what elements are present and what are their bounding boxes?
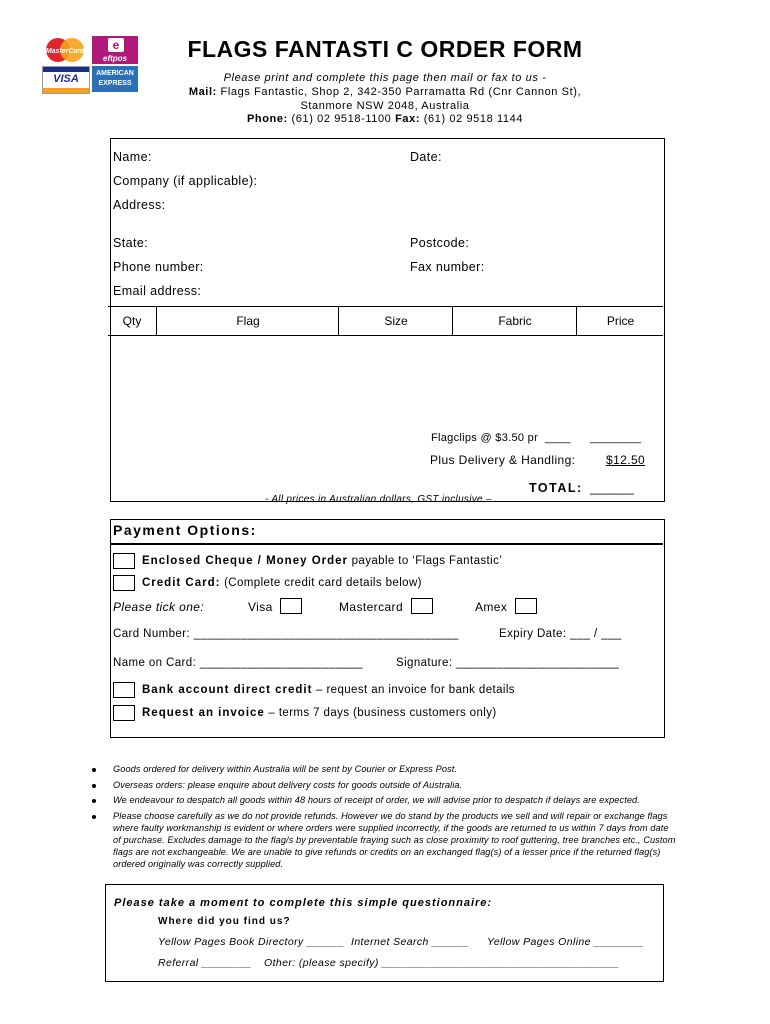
flagclips-label: Flagclips @ $3.50 pr [431, 432, 539, 444]
visa-checkbox[interactable] [280, 598, 302, 614]
expiry-date-field[interactable]: Expiry Date: ___ / ___ [499, 628, 622, 640]
card-number-field[interactable]: Card Number: _______________________________________ [113, 628, 459, 640]
delivery-label: Plus Delivery & Handling: [430, 453, 576, 467]
fax-field[interactable]: Fax number: [410, 260, 485, 274]
col-flag: Flag [156, 307, 339, 335]
name-field[interactable]: Name: [113, 150, 152, 164]
state-field[interactable]: State: [113, 236, 149, 250]
address-field[interactable]: Address: [113, 198, 166, 212]
amex-logo-line2: EXPRESS [98, 80, 132, 87]
mastercard-checkbox[interactable] [411, 598, 433, 614]
mastercard-logo-text: MasterCard [45, 48, 85, 55]
company-field[interactable]: Company (if applicable): [113, 174, 258, 188]
mail-line-2: Stanmore NSW 2048, Australia [300, 100, 470, 112]
option-referral[interactable]: Referral ________ [158, 957, 252, 969]
option-internet-search[interactable]: Internet Search ______ [351, 936, 470, 948]
payment-header [110, 519, 663, 545]
invoice-option: Request an invoice – terms 7 days (business customers only) [142, 707, 497, 719]
note-item: Overseas orders: please enquire about delivery costs for goods outside of Australia. [113, 780, 463, 790]
mastercard-label: Mastercard [339, 600, 404, 614]
visa-label: Visa [248, 600, 273, 614]
gst-note: - All prices in Australian dollars, GST inclusive – [265, 494, 492, 505]
amex-label: Amex [475, 600, 508, 614]
tick-one-label: Please tick one: [113, 600, 205, 614]
credit-card-option: Credit Card: (Complete credit card details below) [142, 577, 422, 589]
visa-logo-text: VISA [53, 73, 79, 85]
col-qty: Qty [122, 314, 142, 328]
postcode-field[interactable]: Postcode: [410, 236, 470, 250]
name-on-card-field[interactable]: Name on Card: ________________________ [113, 657, 363, 669]
bank-credit-checkbox[interactable] [113, 682, 135, 698]
svg-text:e: e [112, 38, 120, 52]
eftpos-logo-text: eftpos [103, 54, 127, 63]
total-label: TOTAL: [529, 481, 583, 495]
instruction-text: Please print and complete this page then mail or fax to us - [223, 72, 547, 84]
bullet-icon [92, 784, 96, 788]
payment-heading: Payment Options: [113, 522, 257, 538]
cheque-checkbox[interactable] [113, 553, 135, 569]
amex-logo-line1: AMERICAN [96, 70, 134, 77]
bank-credit-option: Bank account direct credit – request an invoice for bank details [142, 684, 515, 696]
bullet-icon [92, 768, 96, 772]
credit-card-checkbox[interactable] [113, 575, 135, 591]
col-size: Size [338, 307, 453, 335]
delivery-price: $12.50 [606, 453, 646, 467]
date-field[interactable]: Date: [410, 150, 442, 164]
col-fabric: Fabric [452, 307, 577, 335]
note-item: We endeavour to despatch all goods within 48 hours of receipt of order, we will advise prior to despatch if delays are expected. [113, 795, 640, 805]
cheque-option: Enclosed Cheque / Money Order payable to ‘Flags Fantastic’ [142, 555, 503, 567]
flagclips-price[interactable]: ________ [590, 432, 642, 444]
phone-field[interactable]: Phone number: [113, 260, 204, 274]
order-table-header [108, 306, 663, 336]
form-title: FLAGS FANTASTI C ORDER FORM [187, 36, 583, 62]
invoice-checkbox[interactable] [113, 705, 135, 721]
questionnaire-heading: Please take a moment to complete this simple questionnaire: [114, 897, 493, 909]
mail-line-1: Mail: Flags Fantastic, Shop 2, 342-350 Parramatta Rd (Cnr Cannon St), [188, 86, 582, 98]
option-yellow-pages-book[interactable]: Yellow Pages Book Directory ______ [158, 936, 345, 948]
note-item: Goods ordered for delivery within Australia will be sent by Courier or Express Post. [113, 764, 458, 774]
total-value[interactable]: ______ [590, 481, 635, 495]
option-other[interactable]: Other: (please specify) ______________________________________ [264, 957, 620, 969]
col-price: Price [576, 307, 664, 335]
question-label: Where did you find us? [158, 916, 291, 927]
option-yellow-pages-online[interactable]: Yellow Pages Online ________ [487, 936, 645, 948]
bullet-icon [92, 815, 96, 819]
flagclips-qty[interactable]: ____ [545, 432, 571, 444]
note-item: Please choose carefully as we do not provide refunds. However we do stand by the products we sell and will repair or exchange flags where faulty workmanship is evident or where orders were supplied incorrectly, if the goods are returned to us within 7 days from date of purchase. Excludes damage to the flag/s by preventable fraying such as close proximity to roof guttering, tree branches etc., Custom flags are not exchangeable. We are unable to give refunds or credits on an exchanged flag(s) of a lesser price if the returned flag(s) ordered originally was correctly supplied. [113, 811, 676, 869]
email-field[interactable]: Email address: [113, 284, 202, 298]
phone-fax-line: Phone: (61) 02 9518-1100 Fax: (61) 02 9518 1144 [246, 113, 524, 125]
amex-checkbox[interactable] [515, 598, 537, 614]
signature-field[interactable]: Signature: ________________________ [396, 657, 620, 669]
bullet-icon [92, 799, 96, 803]
